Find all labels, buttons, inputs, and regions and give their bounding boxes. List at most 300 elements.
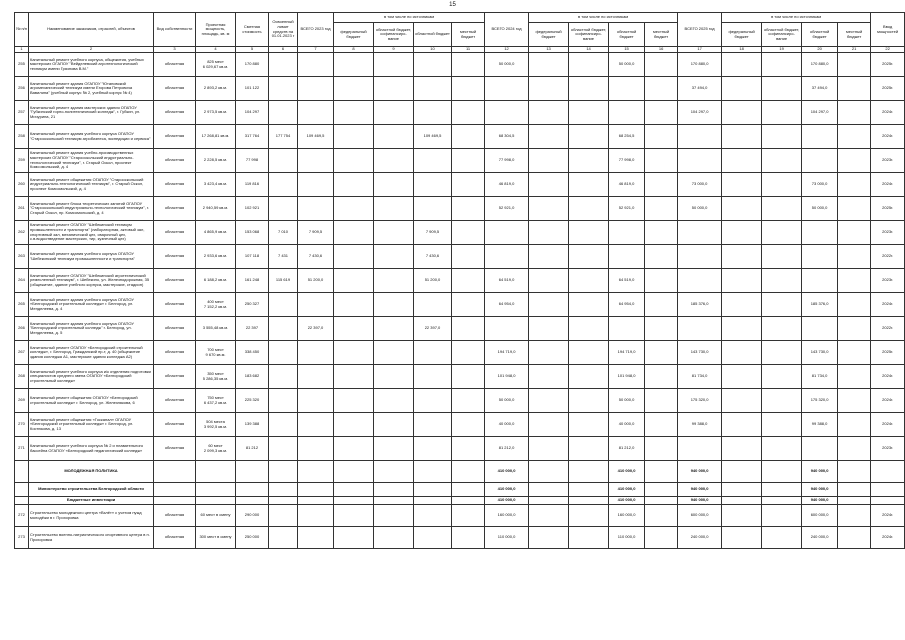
total-2024-cell: 40 000,0 bbox=[485, 413, 529, 437]
capacity-cell: 2 933,6 кв.м. bbox=[196, 245, 236, 269]
federal-2023-cell bbox=[334, 365, 374, 389]
regional-fed-2023-cell bbox=[374, 293, 414, 317]
commission-year-cell: 2024г. bbox=[871, 293, 905, 317]
regional-fed-2024-cell bbox=[569, 77, 609, 101]
regional-2024-cell: 50 000,0 bbox=[609, 53, 645, 77]
table-row bbox=[15, 365, 905, 389]
table-row bbox=[15, 149, 905, 173]
page-number: 15 bbox=[449, 2, 456, 8]
local-2024-cell bbox=[645, 317, 678, 341]
capacity-cell: 825 мест 6 029,67 кв.м. bbox=[196, 53, 236, 77]
regional-fed-2023-cell bbox=[374, 221, 414, 245]
header-total-2025: ВСЕГО 2025 год bbox=[678, 13, 722, 47]
total-2024-cell bbox=[485, 77, 529, 101]
local-2025-cell bbox=[838, 413, 871, 437]
regional-fed-2024-cell bbox=[569, 461, 609, 483]
header-federal: федеральный бюджет bbox=[722, 23, 762, 47]
empty-cell bbox=[334, 461, 374, 483]
table-row bbox=[15, 505, 905, 527]
federal-2024-cell bbox=[529, 269, 569, 293]
federal-2023-cell bbox=[334, 101, 374, 125]
total-2023-cell bbox=[298, 173, 334, 197]
local-2023-cell bbox=[452, 437, 485, 461]
regional-2025-cell bbox=[802, 437, 838, 461]
local-2025-cell bbox=[838, 389, 871, 413]
summary-row bbox=[15, 461, 905, 483]
capacity-cell: 2 940,59 кв.м. bbox=[196, 197, 236, 221]
column-number: 4 bbox=[196, 47, 236, 53]
federal-2024-cell bbox=[529, 317, 569, 341]
regional-2023-cell: 51 200,0 bbox=[414, 269, 452, 293]
regional-2023-cell: 109 469,5 bbox=[414, 125, 452, 149]
regional-2025-cell: 104 297,0 bbox=[802, 101, 838, 125]
total-2025-cell: 99 388,0 bbox=[678, 413, 722, 437]
estimate-cell: 250 000 bbox=[236, 527, 269, 549]
object-name: Капитальный ремонт учебного корпуса и/к отделения подготовки специалистов среднего звена ОГАПОУ «Белгородский строительный колледж» bbox=[29, 365, 154, 389]
ownership-cell: областная bbox=[154, 245, 196, 269]
estimate-cell: 161 248 bbox=[236, 269, 269, 293]
regional-fed-2023-cell bbox=[374, 389, 414, 413]
total-2025-cell bbox=[678, 245, 722, 269]
federal-2025-cell bbox=[722, 53, 762, 77]
prior-funds-cell bbox=[269, 389, 298, 413]
empty-cell bbox=[196, 461, 236, 483]
total-2023-cell: 109 469,5 bbox=[298, 125, 334, 149]
total-2024-cell bbox=[485, 245, 529, 269]
local-2023-cell bbox=[452, 413, 485, 437]
federal-2025-cell bbox=[722, 197, 762, 221]
total-2025-cell bbox=[678, 221, 722, 245]
prior-funds-cell bbox=[269, 505, 298, 527]
total-2024-cell: 110 000,0 bbox=[485, 527, 529, 549]
total-2024-cell bbox=[485, 317, 529, 341]
table-row bbox=[15, 293, 905, 317]
empty-cell bbox=[298, 461, 334, 483]
local-2024-cell bbox=[645, 483, 678, 497]
regional-2024-cell: 46 819,0 bbox=[609, 173, 645, 197]
total-2024-cell: 194 719,0 bbox=[485, 341, 529, 365]
total-2025-cell bbox=[678, 437, 722, 461]
local-2024-cell bbox=[645, 505, 678, 527]
prior-funds-cell bbox=[269, 317, 298, 341]
local-2025-cell bbox=[838, 53, 871, 77]
local-2024-cell bbox=[645, 53, 678, 77]
total-2024-cell: 50 000,0 bbox=[485, 389, 529, 413]
local-2025-cell bbox=[838, 221, 871, 245]
total-2024-cell bbox=[485, 101, 529, 125]
regional-2023-cell bbox=[414, 101, 452, 125]
commission-year-cell: 2024г. bbox=[871, 101, 905, 125]
header-name: Наименование заказчиков, отраслей, объектов bbox=[29, 13, 154, 47]
regional-fed-2025-cell bbox=[762, 461, 802, 483]
regional-2025-cell: 185 376,0 bbox=[802, 293, 838, 317]
ownership-cell: областная bbox=[154, 221, 196, 245]
table-row bbox=[15, 245, 905, 269]
federal-2024-cell bbox=[529, 149, 569, 173]
total-2024-cell: 46 819,0 bbox=[485, 173, 529, 197]
local-2025-cell bbox=[838, 77, 871, 101]
table-row bbox=[15, 527, 905, 549]
federal-2024-cell bbox=[529, 497, 569, 505]
estimate-cell: 139 388 bbox=[236, 413, 269, 437]
regional-2023-cell: 7 909,5 bbox=[414, 221, 452, 245]
prior-funds-cell bbox=[269, 365, 298, 389]
header-regional: областной бюджет bbox=[414, 23, 452, 47]
header-prior-funds: Освоенный лимит средств на 01.01.2023 г bbox=[269, 13, 298, 47]
regional-2023-cell bbox=[414, 293, 452, 317]
local-2023-cell bbox=[452, 125, 485, 149]
regional-fed-2025-cell bbox=[762, 197, 802, 221]
total-2025-cell: 940 000,0 bbox=[678, 497, 722, 505]
local-2023-cell bbox=[452, 53, 485, 77]
regional-fed-2024-cell bbox=[569, 365, 609, 389]
table-row bbox=[15, 77, 905, 101]
column-number: 13 bbox=[529, 47, 569, 53]
local-2024-cell bbox=[645, 365, 678, 389]
regional-fed-2025-cell bbox=[762, 293, 802, 317]
object-name: Капитальный ремонт здания мастерских здания ОГАПОУ "Губкинский горно-политехнический колледж", г. Губкин, ул. Мичурина, 21 bbox=[29, 101, 154, 125]
regional-2023-cell bbox=[414, 505, 452, 527]
regional-2025-cell: 37 494,0 bbox=[802, 77, 838, 101]
total-2023-cell bbox=[298, 527, 334, 549]
row-number: 264 bbox=[15, 269, 29, 293]
regional-fed-2025-cell bbox=[762, 497, 802, 505]
object-name: Капитальный ремонт здания учебно-производственных мастерских ОГАПОУ "Старооскольский индустриально-технологический техникум", г. Старый Оскол, проспект Комсомольский, д. 4 bbox=[29, 149, 154, 173]
federal-2025-cell bbox=[722, 125, 762, 149]
regional-2025-cell bbox=[802, 125, 838, 149]
ownership-cell: областная bbox=[154, 317, 196, 341]
row-number: 266 bbox=[15, 317, 29, 341]
federal-2025-cell bbox=[722, 101, 762, 125]
local-2024-cell bbox=[645, 527, 678, 549]
federal-2024-cell bbox=[529, 505, 569, 527]
regional-fed-2024-cell bbox=[569, 101, 609, 125]
object-name: Капитальный ремонт здания учебного корпуса ОГАПОУ «Белгородский строительный колледж» г. Белгород, ул. Менделеева, д. 4 bbox=[29, 293, 154, 317]
regional-2025-cell: 940 000,0 bbox=[802, 483, 838, 497]
regional-fed-2024-cell bbox=[569, 389, 609, 413]
regional-fed-2024-cell bbox=[569, 125, 609, 149]
regional-fed-2025-cell bbox=[762, 505, 802, 527]
local-2024-cell bbox=[645, 101, 678, 125]
header-sources-2023: в том числе по источникам bbox=[334, 13, 485, 23]
local-2023-cell bbox=[452, 269, 485, 293]
column-number: 11 bbox=[452, 47, 485, 53]
header-capacity: Проектная мощность, площадь, кв. м bbox=[196, 13, 236, 47]
table-row bbox=[15, 221, 905, 245]
federal-2024-cell bbox=[529, 341, 569, 365]
header-local: местный бюджет bbox=[838, 23, 871, 47]
local-2025-cell bbox=[838, 125, 871, 149]
regional-fed-2023-cell bbox=[374, 437, 414, 461]
header-estimate: Сметная стоимость bbox=[236, 13, 269, 47]
header-regional-fed: областной бюджет, софинансиро-вание bbox=[374, 23, 414, 47]
total-2025-cell: 600 000,0 bbox=[678, 505, 722, 527]
total-2024-cell: 160 000,0 bbox=[485, 505, 529, 527]
local-2024-cell bbox=[645, 293, 678, 317]
estimate-cell: 102 921 bbox=[236, 197, 269, 221]
row-number: 265 bbox=[15, 293, 29, 317]
federal-2025-cell bbox=[722, 483, 762, 497]
federal-2024-cell bbox=[529, 527, 569, 549]
commission-year-cell: 2024г. bbox=[871, 365, 905, 389]
ownership-cell: областная bbox=[154, 149, 196, 173]
summary-label: Министерство строительства Белгородской области bbox=[29, 483, 154, 497]
federal-2023-cell bbox=[334, 413, 374, 437]
local-2023-cell bbox=[452, 173, 485, 197]
estimate-cell: 170 880 bbox=[236, 53, 269, 77]
ownership-cell: областная bbox=[154, 365, 196, 389]
capacity-cell: 504 места 3 992,5 кв.м. bbox=[196, 413, 236, 437]
column-number: 3 bbox=[154, 47, 196, 53]
table-row bbox=[15, 197, 905, 221]
regional-fed-2025-cell bbox=[762, 101, 802, 125]
federal-2023-cell bbox=[334, 149, 374, 173]
empty-cell bbox=[196, 497, 236, 505]
total-2023-cell bbox=[298, 341, 334, 365]
prior-funds-cell bbox=[269, 527, 298, 549]
total-2025-cell bbox=[678, 125, 722, 149]
local-2025-cell bbox=[838, 269, 871, 293]
empty-cell bbox=[236, 461, 269, 483]
object-name: Капитальный ремонт ОГАПОУ «Белгородский строительный колледж», г. Белгород, Гражданский пр-т, д. 40 (общежитие здания колледжа А1, мастерские здания колледжа А2) bbox=[29, 341, 154, 365]
row-number: 256 bbox=[15, 77, 29, 101]
object-name: Строительство молодежного центра «Взлёт» с учетом нужд молодёжи в г. Прохоровка bbox=[29, 505, 154, 527]
row-number: 257 bbox=[15, 101, 29, 125]
federal-2024-cell bbox=[529, 53, 569, 77]
total-2025-cell: 37 494,0 bbox=[678, 77, 722, 101]
regional-2024-cell bbox=[609, 221, 645, 245]
federal-2025-cell bbox=[722, 437, 762, 461]
ownership-cell: областная bbox=[154, 173, 196, 197]
regional-2025-cell: 600 000,0 bbox=[802, 505, 838, 527]
row-number: 261 bbox=[15, 197, 29, 221]
object-name: Капитальный ремонт общежития ОГАПОУ "Старооскольский индустриально-технологический техникум", г. Старый Оскол, проспект Комсомольский, д. 4 bbox=[29, 173, 154, 197]
total-2023-cell bbox=[298, 149, 334, 173]
empty-cell bbox=[374, 483, 414, 497]
capacity-cell: 400 мест 7 152,2 кв.м. bbox=[196, 293, 236, 317]
regional-2023-cell bbox=[414, 77, 452, 101]
regional-2024-cell: 50 000,0 bbox=[609, 389, 645, 413]
regional-2025-cell: 73 000,0 bbox=[802, 173, 838, 197]
regional-fed-2025-cell bbox=[762, 125, 802, 149]
total-2024-cell: 410 000,0 bbox=[485, 497, 529, 505]
row-number bbox=[15, 497, 29, 505]
total-2024-cell: 50 000,0 bbox=[485, 53, 529, 77]
capacity-cell: 2 893,2 кв.м. bbox=[196, 77, 236, 101]
local-2025-cell bbox=[838, 101, 871, 125]
capacity-cell: 3 423,4 кв.м. bbox=[196, 173, 236, 197]
capacity-cell: 2 973,5 кв.м. bbox=[196, 101, 236, 125]
regional-fed-2023-cell bbox=[374, 245, 414, 269]
local-2024-cell bbox=[645, 341, 678, 365]
federal-2024-cell bbox=[529, 197, 569, 221]
capacity-cell: 750 мест 6 437,2 кв.м. bbox=[196, 389, 236, 413]
regional-fed-2023-cell bbox=[374, 149, 414, 173]
object-name: Капитальный ремонт здания ОГАПОУ "Ютановский агромеханический техникум имени Егорова Петровича Вавилина" (учебный корпус № 2, учебный корпус № 4) bbox=[29, 77, 154, 101]
column-number: 7 bbox=[298, 47, 334, 53]
local-2025-cell bbox=[838, 317, 871, 341]
regional-fed-2025-cell bbox=[762, 317, 802, 341]
regional-2025-cell bbox=[802, 245, 838, 269]
column-number: 8 bbox=[334, 47, 374, 53]
regional-fed-2023-cell bbox=[374, 269, 414, 293]
regional-2025-cell bbox=[802, 149, 838, 173]
local-2024-cell bbox=[645, 413, 678, 437]
regional-fed-2024-cell bbox=[569, 527, 609, 549]
regional-2024-cell: 52 921,0 bbox=[609, 197, 645, 221]
regional-fed-2025-cell bbox=[762, 483, 802, 497]
commission-year-cell: 2025г. bbox=[871, 77, 905, 101]
commission-year-cell: 2025г. bbox=[871, 341, 905, 365]
row-number bbox=[15, 483, 29, 497]
local-2023-cell bbox=[452, 527, 485, 549]
total-2025-cell: 50 000,0 bbox=[678, 197, 722, 221]
total-2024-cell: 68 304,5 bbox=[485, 125, 529, 149]
federal-2024-cell bbox=[529, 245, 569, 269]
total-2024-cell: 52 921,0 bbox=[485, 197, 529, 221]
federal-2025-cell bbox=[722, 461, 762, 483]
row-number: 267 bbox=[15, 341, 29, 365]
regional-2023-cell bbox=[414, 437, 452, 461]
total-2023-cell bbox=[298, 293, 334, 317]
total-2024-cell: 101 948,0 bbox=[485, 365, 529, 389]
total-2023-cell bbox=[298, 101, 334, 125]
regional-2025-cell: 240 000,0 bbox=[802, 527, 838, 549]
header-federal: федеральный бюджет bbox=[529, 23, 569, 47]
local-2023-cell bbox=[452, 317, 485, 341]
prior-funds-cell: 7 431 bbox=[269, 245, 298, 269]
row-number: 268 bbox=[15, 365, 29, 389]
federal-2023-cell bbox=[334, 505, 374, 527]
header-total-2024: ВСЕГО 2024 год bbox=[485, 13, 529, 47]
regional-2024-cell: 410 000,0 bbox=[609, 483, 645, 497]
regional-fed-2023-cell bbox=[374, 101, 414, 125]
capacity-cell: 700 мест 9 670 кв.м. bbox=[196, 341, 236, 365]
empty-cell bbox=[269, 483, 298, 497]
local-2025-cell bbox=[838, 197, 871, 221]
regional-fed-2024-cell bbox=[569, 53, 609, 77]
regional-fed-2024-cell bbox=[569, 149, 609, 173]
regional-2025-cell bbox=[802, 269, 838, 293]
commission-year-cell bbox=[871, 497, 905, 505]
total-2025-cell: 104 297,0 bbox=[678, 101, 722, 125]
empty-cell bbox=[269, 497, 298, 505]
total-2024-cell: 77 998,0 bbox=[485, 149, 529, 173]
local-2025-cell bbox=[838, 149, 871, 173]
row-number bbox=[15, 461, 29, 483]
summary-row bbox=[15, 497, 905, 505]
empty-cell bbox=[154, 497, 196, 505]
local-2024-cell bbox=[645, 149, 678, 173]
estimate-cell: 22 397 bbox=[236, 317, 269, 341]
column-number: 20 bbox=[802, 47, 838, 53]
federal-2023-cell bbox=[334, 173, 374, 197]
regional-fed-2023-cell bbox=[374, 53, 414, 77]
regional-fed-2025-cell bbox=[762, 389, 802, 413]
prior-funds-cell: 177 754 bbox=[269, 125, 298, 149]
local-2024-cell bbox=[645, 269, 678, 293]
regional-fed-2024-cell bbox=[569, 341, 609, 365]
local-2025-cell bbox=[838, 505, 871, 527]
column-number: 9 bbox=[374, 47, 414, 53]
total-2023-cell bbox=[298, 365, 334, 389]
table-row bbox=[15, 53, 905, 77]
regional-fed-2023-cell bbox=[374, 341, 414, 365]
regional-2025-cell: 143 730,0 bbox=[802, 341, 838, 365]
regional-fed-2025-cell bbox=[762, 365, 802, 389]
regional-fed-2025-cell bbox=[762, 77, 802, 101]
column-number: 21 bbox=[838, 47, 871, 53]
ownership-cell: областная bbox=[154, 413, 196, 437]
federal-2024-cell bbox=[529, 365, 569, 389]
local-2024-cell bbox=[645, 461, 678, 483]
regional-fed-2023-cell bbox=[374, 365, 414, 389]
regional-2023-cell bbox=[414, 365, 452, 389]
total-2025-cell: 73 000,0 bbox=[678, 173, 722, 197]
regional-fed-2024-cell bbox=[569, 173, 609, 197]
empty-cell bbox=[236, 483, 269, 497]
local-2024-cell bbox=[645, 389, 678, 413]
empty-cell bbox=[334, 497, 374, 505]
regional-2023-cell bbox=[414, 413, 452, 437]
local-2025-cell bbox=[838, 437, 871, 461]
capacity-cell: 2 228,5 кв.м. bbox=[196, 149, 236, 173]
total-2025-cell: 940 000,0 bbox=[678, 483, 722, 497]
total-2025-cell bbox=[678, 317, 722, 341]
header-federal: федеральный бюджет bbox=[334, 23, 374, 47]
federal-2024-cell bbox=[529, 125, 569, 149]
regional-2024-cell: 40 000,0 bbox=[609, 413, 645, 437]
regional-2025-cell: 99 388,0 bbox=[802, 413, 838, 437]
federal-2023-cell bbox=[334, 527, 374, 549]
total-2024-cell: 410 000,0 bbox=[485, 483, 529, 497]
table-row bbox=[15, 413, 905, 437]
federal-2023-cell bbox=[334, 389, 374, 413]
regional-2024-cell: 110 000,0 bbox=[609, 527, 645, 549]
regional-fed-2024-cell bbox=[569, 437, 609, 461]
empty-cell bbox=[269, 461, 298, 483]
column-number: 16 bbox=[645, 47, 678, 53]
prior-funds-cell bbox=[269, 173, 298, 197]
empty-cell bbox=[414, 461, 452, 483]
empty-cell bbox=[414, 497, 452, 505]
object-name: Капитальный ремонт общежития ОГАПОУ «Белгородский строительный колледж» г. Белгород, ул. Железнякова, 6 bbox=[29, 389, 154, 413]
regional-fed-2024-cell bbox=[569, 245, 609, 269]
row-number: 260 bbox=[15, 173, 29, 197]
ownership-cell: областная bbox=[154, 125, 196, 149]
row-number: 259 bbox=[15, 149, 29, 173]
regional-2025-cell: 170 880,0 bbox=[802, 53, 838, 77]
local-2023-cell bbox=[452, 77, 485, 101]
total-2023-cell bbox=[298, 505, 334, 527]
local-2025-cell bbox=[838, 461, 871, 483]
regional-fed-2025-cell bbox=[762, 53, 802, 77]
table-row bbox=[15, 125, 905, 149]
local-2024-cell bbox=[645, 245, 678, 269]
ownership-cell: областная bbox=[154, 293, 196, 317]
regional-2023-cell bbox=[414, 197, 452, 221]
total-2023-cell: 51 200,0 bbox=[298, 269, 334, 293]
column-number: 22 bbox=[871, 47, 905, 53]
column-number: 1 bbox=[15, 47, 29, 53]
row-number: 263 bbox=[15, 245, 29, 269]
column-number: 2 bbox=[29, 47, 154, 53]
regional-2024-cell: 410 000,0 bbox=[609, 497, 645, 505]
federal-2024-cell bbox=[529, 461, 569, 483]
estimate-cell: 107 118 bbox=[236, 245, 269, 269]
estimate-cell: 317 764 bbox=[236, 125, 269, 149]
object-name: Капитальный ремонт общежития «Госканал» ОГАПОУ «Белгородский строительный колледж» г. Белгород, ул. Костюкова, д. 13 bbox=[29, 413, 154, 437]
